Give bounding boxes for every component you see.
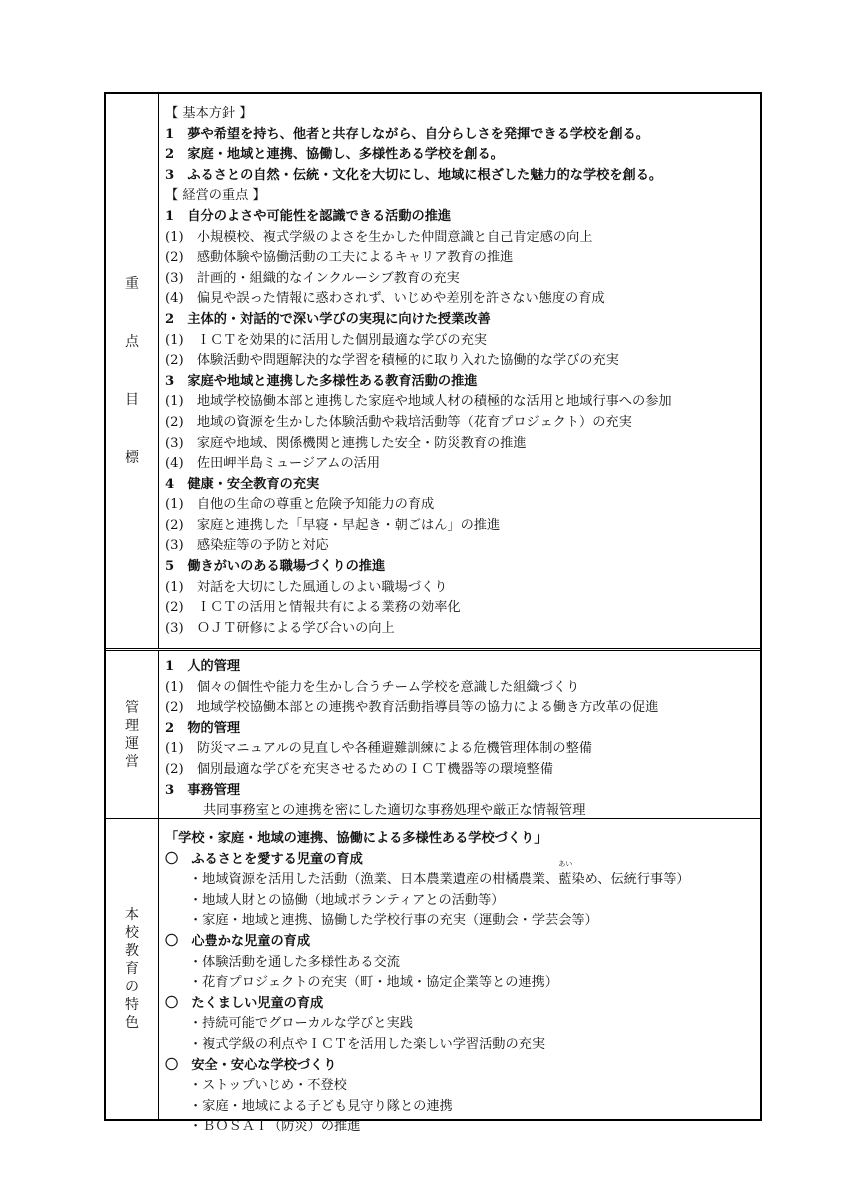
section-item-line: (1) 対話を大切にした風通しのよい職場づくり	[165, 579, 448, 595]
section-label	[125, 908, 139, 1030]
section-label-char: 校	[125, 925, 139, 941]
section-heading-line: 〇 ふるさとを愛する児童の育成	[165, 851, 363, 867]
section-label-char: 営	[125, 753, 139, 770]
section-item-line: (1) 自他の生命の尊重と危険予知能力の育成	[165, 497, 435, 513]
section-label-char: 管	[125, 699, 139, 716]
school-plan-table	[104, 92, 762, 1135]
section-label-char: 教	[125, 943, 139, 959]
ruby-base: 藍	[558, 872, 572, 888]
section-heading-line: 2 家庭・地域と連携、協働し、多様性ある学校を創る。	[165, 147, 504, 163]
section-label	[125, 701, 139, 769]
ruby-word	[558, 860, 573, 891]
section-item-line: (2) 感動体験や協働活動の工夫によるキャリア教育の推進	[165, 250, 514, 266]
section-item-line: (4) 佐田岬半島ミュージアムの活用	[165, 456, 381, 472]
section-heading-line: 2 主体的・対話的で深い学びの実現に向けた授業改善	[165, 311, 491, 327]
section-label-char: 標	[125, 450, 139, 466]
section-item-line: ・地域人財との協働（地域ボランティアとの活動等）	[189, 892, 505, 908]
section-item-line: (3) 感染症等の予防と対応	[165, 538, 329, 554]
section-label-char: 理	[125, 717, 139, 734]
section-item-line: (2) 家庭と連携した「早寝・早起き・朝ごはん」の推進	[165, 517, 501, 533]
section-item-line: ・家庭・地域による子ども見守り隊との連携	[189, 1098, 453, 1114]
section-heading-line: 〇 安全・安心な学校づくり	[165, 1057, 337, 1073]
section-heading-line: 4 健康・安全教育の充実	[165, 476, 320, 492]
section-item-line: (2) 個別最適な学びを充実させるためのＩＣＴ機器等の環境整備	[165, 761, 553, 777]
line-text-after: 染め、伝統行事等）	[571, 872, 690, 888]
section-school-features	[106, 818, 760, 1135]
section-item-line: (1) ＩＣＴを効果的に活用した個別最適な学びの充実	[165, 332, 487, 348]
section-label-char: 点	[125, 334, 139, 350]
section-item-line: 【 基本方針 】	[165, 106, 253, 121]
section-label	[125, 277, 139, 465]
section-content	[159, 94, 760, 648]
section-heading-line: 1 自分のよさや可能性を認識できる活動の推進	[165, 208, 452, 224]
section-label-char: 本	[125, 907, 139, 923]
section-content	[159, 651, 760, 818]
section-item-line: (3) 計画的・組織的なインクルーシブ教育の充実	[165, 270, 460, 286]
section-heading-line: 「学校・家庭・地域の連携、協働による多様性ある学校づくり」	[165, 831, 548, 846]
section-label-cell	[106, 94, 159, 648]
section-label-char: 目	[125, 392, 139, 408]
section-heading-line: 5 働きがいのある職場づくりの推進	[165, 559, 386, 575]
section-item-line: (3) ＯＪＴ研修による学び合いの向上	[165, 620, 395, 636]
section-label-char: の	[125, 979, 139, 995]
section-content	[159, 819, 760, 1135]
section-heading-line: 2 物的管理	[165, 720, 241, 736]
section-focus-goals	[106, 94, 760, 648]
section-item-line: ・体験活動を通した多様性ある交流	[189, 954, 400, 970]
section-item-line: (1) 個々の個性や能力を生かし合うチーム学校を意識した組織づくり	[165, 679, 580, 695]
section-item-line: (1) 地域学校協働本部と連携した家庭や地域人材の積極的な活用と地域行事への参加	[165, 394, 672, 410]
section-heading-line: 3 事務管理	[165, 782, 241, 798]
section-item-line: ・花育プロジェクトの充実（町・地域・協定企業等との連携）	[189, 975, 558, 991]
section-item-line: (1) 防災マニュアルの見直しや各種避難訓練による危機管理体制の整備	[165, 741, 592, 757]
section-label-char: 色	[125, 1015, 139, 1031]
section-label-char: 特	[125, 997, 139, 1013]
section-item-line	[165, 860, 760, 891]
section-item-line: (2) ＩＣＴの活用と情報共有による業務の効率化	[165, 600, 461, 616]
section-item-line: (2) 体験活動や問題解決的な学習を積極的に取り入れた協働的な学びの充実	[165, 353, 619, 369]
section-label-char: 運	[125, 735, 139, 752]
ruby-reading: あい	[558, 860, 573, 869]
section-heading-line: 〇 たくましい児童の育成	[165, 995, 324, 1011]
section-item-line: ・家庭・地域と連携、協働した学校行事の充実（運動会・学芸会等）	[189, 913, 598, 929]
section-item-line: (1) 小規模校、複式学級のよさを生かした仲間意識と自己肯定感の向上	[165, 229, 593, 245]
section-item-line: 【 経営の重点 】	[165, 188, 266, 204]
section-item-line: ・ストップいじめ・不登校	[189, 1078, 347, 1094]
section-heading-line: 3 ふるさとの自然・伝統・文化を大切にし、地域に根ざした魅力的な学校を創る。	[165, 167, 663, 183]
section-item-line: ・持続可能でグローカルな学びと実践	[189, 1016, 413, 1032]
section-heading-line: 1 夢や希望を持ち、他者と共存しながら、自分らしさを発揮できる学校を創る。	[165, 126, 649, 142]
section-label-char: 育	[125, 961, 139, 977]
section-label-cell	[106, 819, 159, 1119]
section-management	[106, 648, 760, 818]
section-item-line: ・ＢＯＳＡＩ（防災）の推進	[189, 1119, 361, 1135]
section-item-line: (2) 地域の資源を生かした体験活動や栽培活動等（花育プロジェクト）の充実	[165, 414, 632, 430]
section-item-line: (2) 地域学校協働本部との連携や教育活動指導員等の協力による働き方改革の促進	[165, 700, 659, 716]
section-item-line: 共同事務室との連携を密にした適切な事務処理や厳正な情報管理	[203, 803, 586, 819]
line-text: ・地域資源を活用した活動（漁業、日本農業遺産の柑橘農業、	[189, 872, 559, 888]
section-item-line: (4) 偏見や誤った情報に惑わされず、いじめや差別を許さない態度の育成	[165, 291, 605, 307]
section-heading-line: 1 人的管理	[165, 659, 241, 674]
section-item-line: (3) 家庭や地域、関係機関と連携した安全・防災教育の推進	[165, 435, 527, 451]
section-item-line: ・複式学級の利点やＩＣＴを活用した楽しい学習活動の充実	[189, 1036, 546, 1052]
section-label-char: 重	[125, 276, 139, 292]
section-label-cell	[106, 651, 159, 818]
section-heading-line: 3 家庭や地域と連携した多様性ある教育活動の推進	[165, 373, 478, 389]
section-heading-line: 〇 心豊かな児童の育成	[165, 933, 311, 949]
